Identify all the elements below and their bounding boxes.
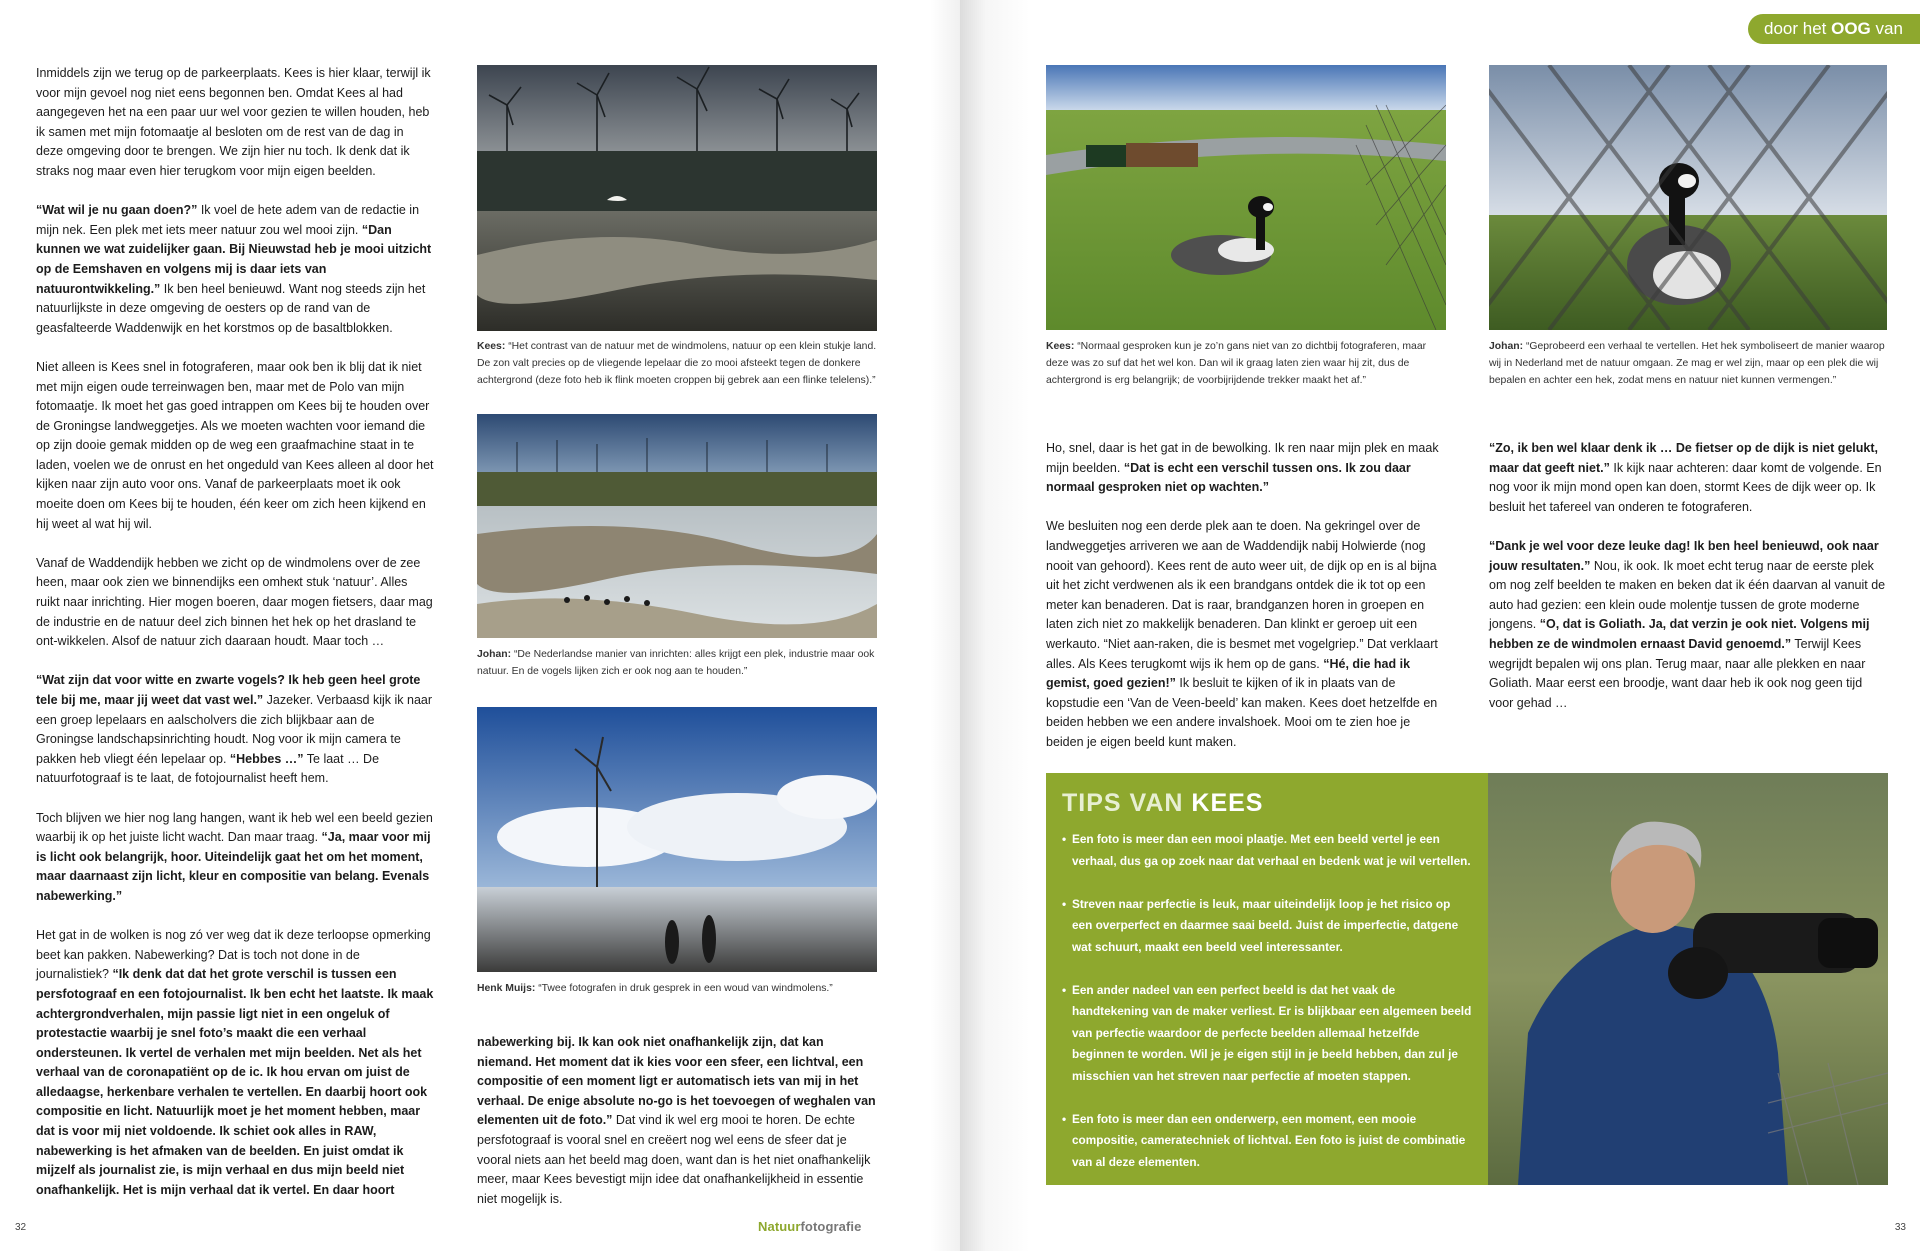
tips-box — [1046, 773, 1488, 1185]
text-column-4 — [1489, 439, 1887, 733]
text-column-2 — [477, 1033, 877, 1229]
tips-title: TIPS VAN KEES — [1062, 789, 1264, 817]
page-number-left: 32 — [15, 1222, 27, 1233]
spine-shadow — [930, 0, 960, 1251]
paragraph: Ho, snel, daar is het gat in de bewolking. Ik ren naar mijn plek en maak mijn beelden. “Dat is echt een verschil tussen ons. Ik zou daar normaal gesproken niet op wachten.” — [1046, 441, 1439, 495]
paragraph: nabewerking bij. Ik kan ook niet onafhankelijk zijn, dat kan niemand. Het moment dat ik kies voor een sfeer, een lichtval, een compositie of een moment ligt er automatisch iets van mij in het verhaal. De enige absolute no-go is het toevoegen of weghalen van elementen uit de foto.” Dat vind ik wel erg mooi te horen. De echte persfotograaf is vooral snel en creëert nog wel eens de sfeer dat je vooral niets aan het beeld mag doen, want dan is het niet onafhankelijk meer, maar Kees bevestigt mijn idee dat onafhankelijkheid in essentie niet mogelijk is. — [477, 1035, 876, 1206]
page-number-right: 33 — [1894, 1222, 1906, 1233]
paragraph: Niet alleen is Kees snel in fotograferen, maar ook ben ik blij dat ik niet met mijn eigen oude terreinwagen ben, maar met de Polo van mijn fotomaatje. Ik moet het gas goed intrappen om Kees bij te houden over de Groningse landweggetjes. Als we moeten wachten voor iemand die op zijn dooie gemak midden op de weg een graafmachine staat in te laden, voelen we de onrust en het ongeduld van Kees alleen al door het kijken naar zijn auto voor ons. Vanaf de parkeerplaats moet ik ook moeite doen om Kees bij te houden, één keer om zich heen kijkend en hij weet al wat hij wil. — [36, 359, 434, 531]
windmills-spoonbill-photo — [477, 65, 877, 331]
photo-caption-5: Johan: “Geprobeerd een verhaal te vertellen. Het hek symboliseert de manier waarop wij in Nederland met de natuur omgaan. Ze mag er wel zijn, maar op een plek die wij bepalen en achter een hek, zodat mens en natuur niet kunnen vermengen.” — [1489, 341, 1885, 386]
paragraph: Het gat in de wolken is nog zó ver weg dat ik deze terloopse opmerking beet kan pakken. Nabewerking? Dat is toch not done in de journalistiek? “Ik denk dat dat het grote verschil is tussen een persfotograaf en een fotojournalist. Ik ben echt het laatste. Ik maak achtergrondverhalen, mijn passie ligt niet in een ongeluk of protestactie waarbij je snel foto’s maakt die een verhaal ondersteunen. Ik vertel de verhalen met mijn beelden. Net als het verhaal van de coronapatiënt op de ic. Ik hou ervan om juist de alledaagse, herkenbare verhalen te vertellen. En daarbij hoort ook compositie en licht. Natuurlijk moet je het moment hebben, maar dat is voor mij niet voldoende. Ik schiet ook alles in RAW, nabewerking is het afmaken van de beelden. En juist omdat ik mijzelf als journalist zie, is mijn verhaal en dus mijn beeld niet onafhankelijk. Het is mijn verhaal dat ik vertel. En daar hoort — [36, 928, 434, 1197]
photo-caption-2: Johan: “De Nederlandse manier van inrichten: alles krijgt een plek, industrie maar ook natuur. En de vogels lijken zich er ook nog aan te houden.” — [477, 649, 875, 677]
paragraph: We besluiten nog een derde plek aan te doen. Na gekringel over de landweggetjes arriveren we aan de Waddendijk nabij Holwierde (nog nooit van gehoord). Kees rent de auto weer uit, de dijk op en is al bijna uit het zicht verdwenen als ik een brandgans ontdek die ik tot op een meter kan benaderen. Dat is raar, brandganzen horen in groepen en laten zich niet zo makkelijk benaderen. Dan klinkt er geroep uit een werkauto. “Niet aan-raken, die is besmet met vogelgriep.” Dat verklaart alles. Als Kees terugkomt wijs ik hem op de gans. “Hé, die had ik gemist, goed gezien!” Ik besluit te kijken of ik in plaats van de kopstudie een ‘Van de Veen-beeld’ kan maken. Kees doet hetzelfde en beiden hebben we een andere invalshoek. Mooi om te zien hoe je beiden je eigen beeld kunt maken. — [1046, 519, 1438, 749]
goose-tractor-fence-photo — [1046, 65, 1446, 330]
photo-caption-1: Kees: “Het contrast van de natuur met de windmolens, natuur op een klein stukje land. De zon valt precies op de vliegende lepelaar die zo mooi afsteekt tegen de donkere achtergrond (deze foto heb ik flink moeten croppen bij gebrek aan een flinke telelens).” — [477, 341, 877, 386]
paragraph: “Wat zijn dat voor witte en zwarte vogels? Ik heb geen heel grote tele bij me, maar jij weet dat vast wel.” Jazeker. Verbaasd kijk ik naar een groep lepelaars en aalscholvers die zich blijkbaar aan de Groningse landschapsinrichting houdt. Nog voor ik mijn camera te pakken heb vliegt één lepelaar op. “Hebbes …” Te laat … De natuurfotograaf is te laat, de fotojournalist heeft hem. — [36, 673, 433, 786]
photographer-portrait-photo — [1488, 773, 1888, 1185]
paragraph: Toch blijven we hier nog lang hangen, want ik heb wel een beeld gezien waarbij ik op het juiste licht wacht. Dan maar traag. “Ja, maar voor mij is licht ook belangrijk, hoor. Uiteindelijk gaat het om het moment, maar daarnaast zijn licht, kleur en compositie van belang. Evenals nabewerking.” — [36, 810, 433, 903]
tip-item: • Streven naar perfectie is leuk, maar uiteindelijk loop je het risico op een overperfect en daarmee saai beeld. Juist de imperfectie, datgene wat schuurt, maakt een beeld veel interessanter. — [1062, 894, 1472, 959]
paragraph: Vanaf de Waddendijk hebben we zicht op de windmolens over de zee heen, maar ook zien we binnendijks een omheкt stuk ‘natuur’. Alles ruikt naar inrichting. Hier mogen boeren, daar mogen fietsers, daar mag de industrie en de natuur deel zich binnen het hek op het drasland te ont-wikkelen. Alsof de natuur zich daaraan houdt. Maar toch … — [36, 555, 433, 649]
tips-list — [1062, 829, 1472, 1195]
photo-caption-4: Kees: “Normaal gesproken kun je zo’n gans niet van zo dichtbij fotograferen, maar deze was zo suf dat het wel kon. Dan wil ik graag laten zien waar hij zit, dus de achtergrond is erg belangrijk; de voorbijrijdende trekker maakt het af.” — [1046, 341, 1427, 386]
paragraph: “Dank je wel voor deze leuke dag! Ik ben heel benieuwd, ook naar jouw resultaten.” Nou, ik ook. Ik moet echt terug naar de eerste plek om nog zelf beelden te maken en beken dat ik één daarvan al vanuit de auto had gezien: een klein oude molentje tussen de grote moderne jongens. “O, dat is Goliath. Ja, dat verzin je ook niet. Volgens mij hebben ze de windmolen ernaast David genoemd.” Terwijl Kees wegrijdt bepalen wij ons plan. Terug maar, naar alle plekken en naar Goliath. Maar eerst een broodje, want daar heb ik ook nog geen tijd voor gehad … — [1489, 538, 1886, 710]
section-tab: door het OOG van — [1748, 14, 1920, 44]
photo-caption-3: Henk Muijs: “Twee fotografen in druk gesprek in een woud van windmolens.” — [477, 983, 833, 994]
text-column-1 — [36, 64, 434, 1220]
goose-behind-fence-photo — [1489, 65, 1887, 330]
tip-item: • Een foto is meer dan een mooi plaatje. Met een beeld vertel je een verhaal, dus ga op zoek naar dat verhaal en bedenk wat je wil vertellen. — [1062, 829, 1472, 872]
tip-item: • Een ander nadeel van een perfect beeld is dat het vaak de handtekening van de maker verliest. Er is blijkbaar een algemeen beeld van perfectie waardoor de perfecte beelden allemaal hetzelfde beginnen te worden. Wil je je eigen stijl in je beeld hebben, dan zul je misschien van het streven naar perfectie af moeten stappen. — [1062, 980, 1472, 1088]
text-column-3 — [1046, 439, 1446, 772]
paragraph: “Wat wil je nu gaan doen?” Ik voel de hete adem van de redactie in mijn nek. Een plek met iets meer natuur zou wel mooi zijn. “Dan kunnen we wat zuidelijker gaan. Bij Nieuwstad heb je mooi uitzicht op de Eemshaven en volgens mij is daar iets van natuurontwikkeling.” Ik ben heel benieuwd. Want nog steeds zijn het natuurlijkste in deze omgeving de oesters op de rand van de geasfalteerde Waddenwijk en het korstmos op de basaltblokken. — [36, 203, 432, 335]
mudflat-birds-windmills-photo — [477, 414, 877, 638]
paragraph: “Zo, ik ben wel klaar denk ik … De fietser op de dijk is niet gelukt, maar dat geeft niet.” Ik kijk naar achteren: daar komt de volgende. En nog voor ik mijn mond open kan doen, stormt Kees de dijk weer op. Ik besluit het tafereel van onderen te fotograferen. — [1489, 441, 1882, 514]
tip-item: • Een foto is meer dan een onderwerp, een moment, een mooie compositie, cameratechniek of lichtval. Een foto is juist de combinatie van al deze elementen. — [1062, 1109, 1472, 1174]
paragraph: Inmiddels zijn we terug op de parkeerplaats. Kees is hier klaar, terwijl ik voor mijn gevoel nog niet eens begonnen ben. Omdat Kees al had aangegeven het na een paar uur wel voor gezien te willen houden, heb ik samen met mijn fotomaatje al besloten om de rest van de dag in deze omgeving door te brengen. We zijn hier nu toch. Ik denk dat ik straks nog maar even hier terugkom voor mijn eigen beelden. — [36, 66, 431, 178]
right-page — [960, 0, 1920, 1251]
two-photographers-windmills-photo — [477, 707, 877, 972]
brand-logo: Natuurfotografie — [758, 1219, 862, 1234]
